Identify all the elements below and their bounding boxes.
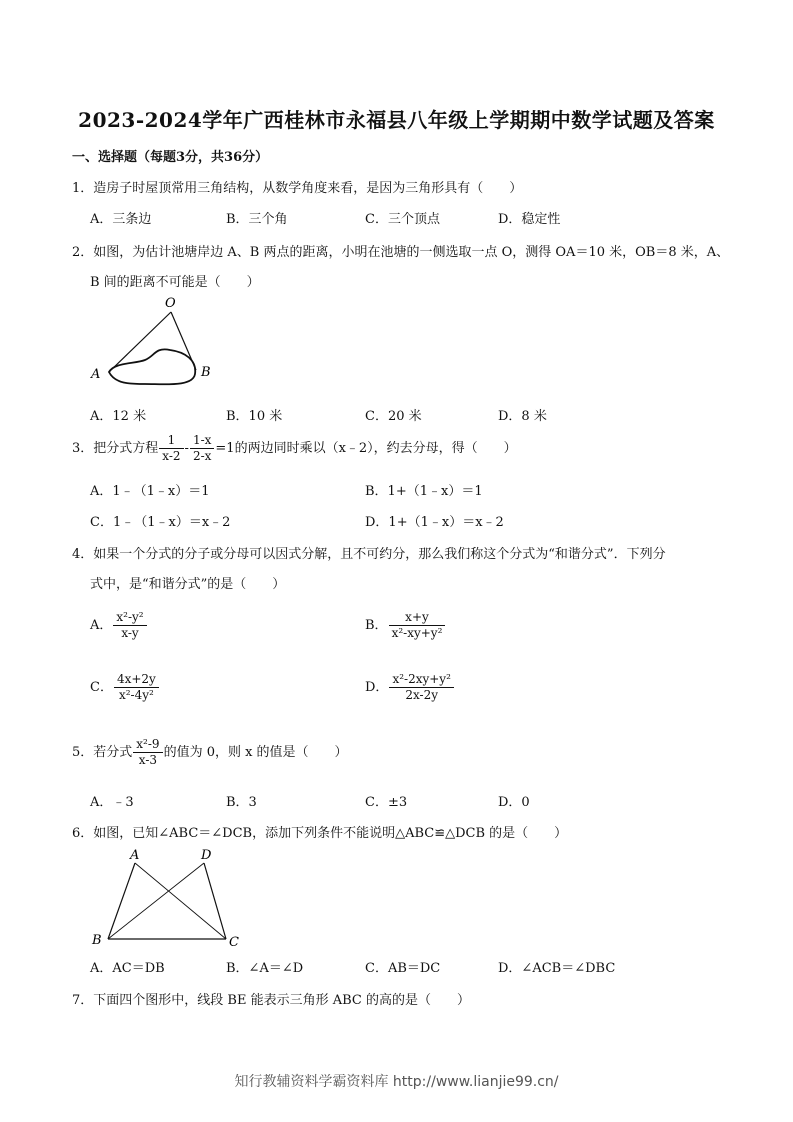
- q4-a-num: x²-y²: [113, 610, 146, 626]
- q5-fraction: [133, 737, 162, 768]
- q3-option-c: C．1﹣（1﹣x）＝x﹣2: [90, 515, 231, 530]
- q4-fraction-c: [114, 672, 159, 703]
- q4-fraction-d: [389, 672, 453, 703]
- q3-minus: -: [184, 441, 189, 456]
- question-4-stem-line2: 式中，是“和谐分式”的是（ ）: [90, 577, 286, 592]
- q4-b-den: x²-xy+y²: [391, 626, 443, 640]
- q3-fraction-1: [159, 433, 183, 464]
- q4-label-d: D．: [365, 680, 389, 695]
- q6-option-a: A．AC＝DB: [90, 961, 165, 976]
- label-a: A: [130, 848, 140, 863]
- label-b: B: [92, 933, 102, 948]
- q2-option-d: D．8 米: [498, 409, 547, 424]
- q6-option-b: B．∠A＝∠D: [226, 961, 304, 976]
- q4-d-den: 2x-2y: [405, 688, 438, 702]
- label-b: B: [201, 365, 211, 380]
- question-7-stem: 7．下面四个图形中，线段 BE 能表示三角形 ABC 的高的是（ ）: [72, 993, 470, 1008]
- q5-suffix: 的值为 0，则 x 的值是（ ）: [163, 745, 348, 760]
- q4-label-a: A．: [90, 618, 113, 633]
- question-6-stem: 6．如图，已知∠ABC＝∠DCB，添加下列条件不能说明△ABC≌△DCB 的是（ ）: [72, 826, 568, 841]
- q4-fraction-a: [113, 610, 146, 641]
- label-c: C: [229, 935, 239, 950]
- q4-label-b: B．: [365, 618, 388, 633]
- q5-option-d: D．0: [498, 795, 530, 810]
- q5-prefix: 5．若分式: [72, 745, 133, 760]
- q5-option-a: A．﹣3: [90, 795, 134, 810]
- q3-option-b: B．1+（1﹣x）＝1: [365, 484, 483, 499]
- q2-option-b: B．10 米: [226, 409, 283, 424]
- question-4-stem-line1: 4．如果一个分式的分子或分母可以因式分解，且不可约分，那么我们称这个分式为“和谐分式”．下列分: [72, 547, 666, 562]
- q4-c-num: 4x+2y: [114, 672, 159, 688]
- q4-d-num: x²-2xy+y²: [389, 672, 453, 688]
- label-a: A: [91, 367, 101, 382]
- question-2-stem-line2: B 间的距离不可能是（ ）: [90, 275, 260, 290]
- q4-option-b: [365, 610, 446, 641]
- q5-num: x²-9: [133, 737, 162, 753]
- q3-frac1-den: x-2: [162, 449, 181, 463]
- q2-option-a: A．12 米: [90, 409, 147, 424]
- q6-option-c: C．AB＝DC: [365, 961, 441, 976]
- q3-prefix: 3．把分式方程: [72, 441, 159, 456]
- q3-option-d: D．1+（1﹣x）＝x﹣2: [365, 515, 504, 530]
- label-o: O: [165, 296, 176, 311]
- q4-option-d: [365, 672, 455, 703]
- q2-option-c: C．20 米: [365, 409, 422, 424]
- question-2-stem-line1: 2．如图，为估计池塘岸边 A、B 两点的距离，小明在池塘的一侧选取一点 O，测得 OA＝10 米，OB＝8 米，A、: [72, 245, 730, 260]
- q4-a-den: x-y: [121, 626, 139, 640]
- q4-c-den: x²-4y²: [118, 688, 154, 702]
- q3-option-a: A．1﹣（1﹣x）＝1: [90, 484, 210, 499]
- q6-option-d: D．∠ACB＝∠DBC: [498, 961, 616, 976]
- q5-option-c: C．±3: [365, 795, 408, 810]
- q3-frac2-num: 1-x: [190, 433, 214, 449]
- q4-option-a: [90, 610, 148, 641]
- pond-figure: [85, 292, 225, 392]
- q4-option-c: [90, 672, 160, 703]
- question-1-stem: 1．造房子时屋顶常用三角结构，从数学角度来看，是因为三角形具有（ ）: [72, 181, 523, 196]
- q4-label-c: C．: [90, 680, 113, 695]
- q5-den: x-3: [138, 753, 158, 767]
- question-3-stem: [72, 433, 517, 464]
- q4-b-num: x+y: [389, 610, 446, 626]
- q1-option-d: D．稳定性: [498, 212, 561, 227]
- q1-option-b: B．三个角: [226, 212, 288, 227]
- quadrilateral-figure: [88, 845, 248, 950]
- q3-frac2-den: 2-x: [192, 449, 212, 463]
- q3-fraction-2: [190, 433, 214, 464]
- question-5-stem: [72, 737, 348, 768]
- q3-frac1-num: 1: [159, 433, 183, 449]
- q3-suffix: =1的两边同时乘以（x﹣2），约去分母，得（ ）: [215, 441, 517, 456]
- section-heading: 一、选择题（每题3分，共36分）: [72, 150, 269, 165]
- q1-option-a: A．三条边: [90, 212, 152, 227]
- q4-fraction-b: [389, 610, 446, 641]
- label-d: D: [201, 848, 212, 863]
- q1-option-c: C．三个顶点: [365, 212, 440, 227]
- page-title: 2023-2024学年广西桂林市永福县八年级上学期期中数学试题及答案: [78, 108, 715, 132]
- q5-option-b: B．3: [226, 795, 257, 810]
- footer-watermark: 知行教辅资料学霸资料库 http://www.lianjie99.cn/: [234, 1074, 559, 1090]
